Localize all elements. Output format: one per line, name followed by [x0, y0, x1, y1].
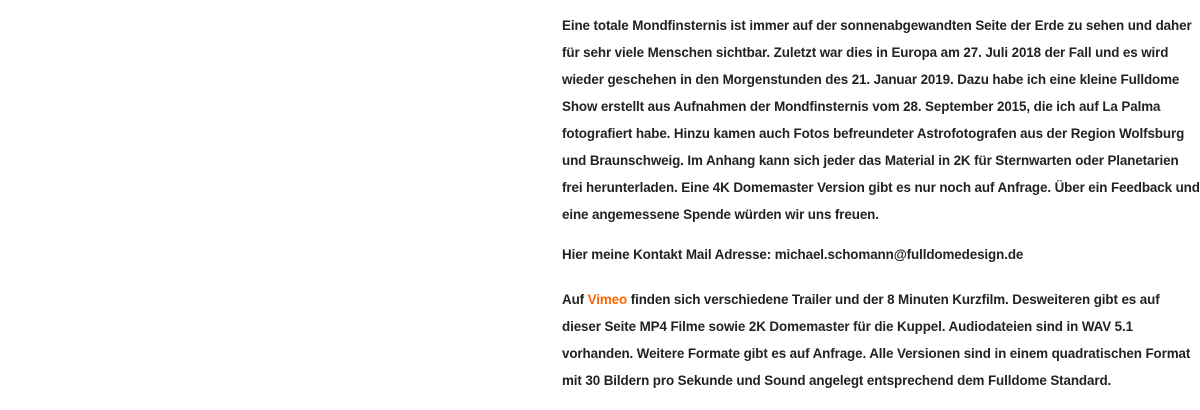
vimeo-text-before: Auf: [562, 292, 588, 307]
article-content: [562, 12, 1200, 394]
vimeo-text-after: finden sich verschiedene Trailer und der 8 Minuten Kurzfilm. Desweiteren gibt es auf dieser Seite MP4 Filme sowie 2K Domemaster für die Kuppel. Audiodateien sind in WAV 5.1 vorhanden. Weitere Formate gibt es auf Anfrage. Alle Versionen sind in einem quadratischen Format mit 30 Bildern pro Sekunde und Sound angelegt entsprechend dem Fulldome Standard.: [562, 292, 1191, 388]
vimeo-paragraph: [562, 286, 1200, 394]
vimeo-link[interactable]: Vimeo: [587, 292, 628, 307]
intro-paragraph: Eine totale Mondfinsternis ist immer auf der sonnenabgewandten Seite der Erde zu sehen und daher für sehr viele Menschen sichtbar. Zuletzt war dies in Europa am 27. Juli 2018 der Fall und es wird wieder geschehen in den Morgenstunden des 21. Januar 2019. Dazu habe ich eine kleine Fulldome Show erstellt aus Aufnahmen der Mondfinsternis vom 28. September 2015, die ich auf La Palma fotografiert habe. Hinzu kamen auch Fotos befreundeter Astrofotografen aus der Region Wolfsburg und Braunschweig. Im Anhang kann sich jeder das Material in 2K für Sternwarten oder Planetarien frei herunterladen. Eine 4K Domemaster Version gibt es nur noch auf Anfrage. Über ein Feedback und eine angemessene Spende würden wir uns freuen.: [562, 18, 1200, 222]
contact-paragraph: Hier meine Kontakt Mail Adresse: michael.schomann@fulldomedesign.de: [562, 247, 1024, 262]
